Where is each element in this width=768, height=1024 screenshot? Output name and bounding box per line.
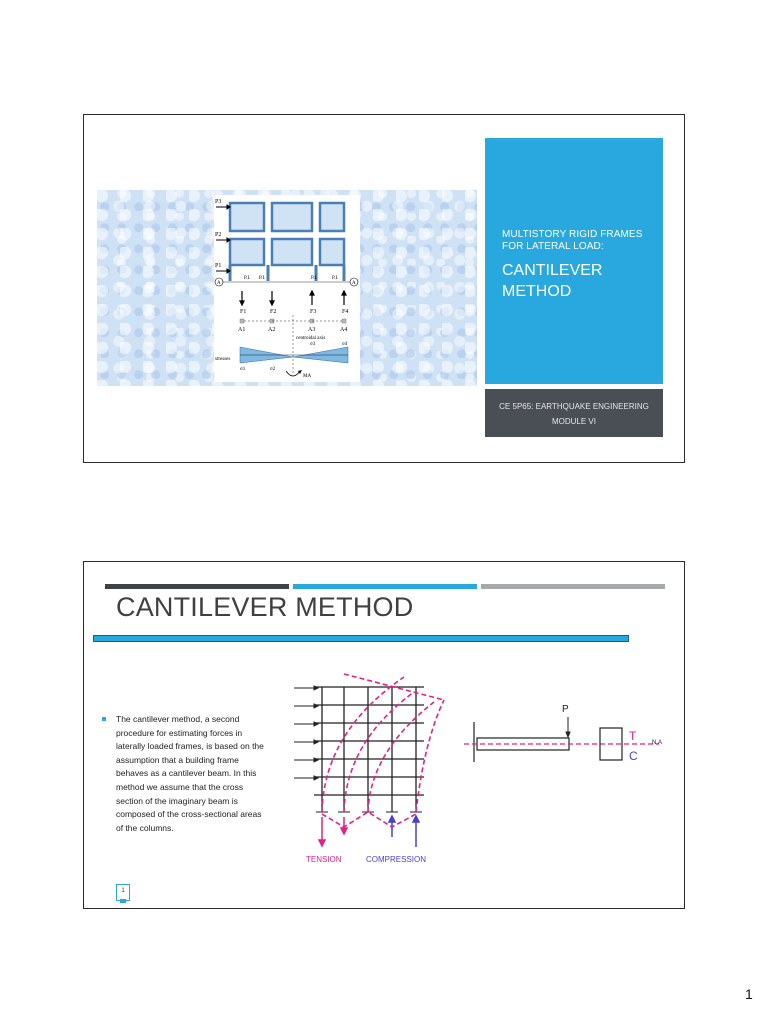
- area-label: A4: [340, 327, 348, 333]
- compression-mark: C: [629, 749, 638, 763]
- slide-subtitle: MULTISTORY RIGID FRAMES FOR LATERAL LOAD:: [502, 229, 643, 252]
- bullet-text: The cantilever method, a second procedure for estimating forces in laterally loaded frames, is based on the assumption that a building frame behaves as a cantilever beam. In this method we assume that the cross section of the imaginary beam is composed of the cross-sectional areas of the columns.: [116, 714, 264, 833]
- sigma-label: σ3: [310, 342, 316, 347]
- area-label: A3: [308, 327, 316, 333]
- compression-label: COMPRESSION: [366, 855, 427, 864]
- centroidal-axis-label: centroidal axis: [296, 336, 326, 341]
- rigid-frame-figure: [214, 195, 360, 382]
- neutral-axis-label: N.A: [652, 740, 663, 746]
- slide-title: [83, 114, 685, 463]
- load-label: P2: [215, 232, 222, 238]
- page-number: 1: [745, 986, 753, 1002]
- title-panel: [485, 138, 663, 384]
- bullet-icon: [102, 717, 106, 721]
- bullet-item: [102, 713, 267, 835]
- force-label: F3: [310, 309, 317, 315]
- module-name: MODULE VI: [551, 417, 596, 426]
- section-mark: A: [352, 281, 356, 286]
- load-label: P: [562, 704, 569, 715]
- slide-heading: CANTILEVER METHOD: [116, 592, 414, 622]
- slide-content: [83, 561, 685, 909]
- pi-label: P.I.: [259, 276, 266, 281]
- sigma-label: σ1: [240, 367, 246, 372]
- stresses-label: stresses: [215, 357, 231, 362]
- slide-title-text: CANTILEVER METHOD: [502, 262, 603, 300]
- area-label: A1: [238, 327, 246, 333]
- load-labels: [215, 199, 221, 269]
- force-label: F2: [270, 309, 277, 315]
- pi-label: P.I.: [311, 276, 318, 281]
- sigma-label: σ4: [342, 342, 348, 347]
- tension-label: TENSION: [306, 855, 342, 864]
- moment-label: MA: [303, 374, 312, 379]
- course-footer: [485, 389, 663, 437]
- area-label: A2: [268, 327, 276, 333]
- pi-label: P.I.: [244, 276, 251, 281]
- section-mark: A: [217, 281, 221, 286]
- cantilever-sketch: [284, 672, 669, 872]
- heading-rule: [93, 635, 629, 642]
- tension-mark: T: [629, 729, 637, 743]
- force-label: F4: [342, 309, 349, 315]
- sigma-label: σ2: [270, 367, 276, 372]
- decorative-bars: [105, 584, 665, 589]
- load-label: P1: [215, 263, 222, 269]
- pi-label: P.I.: [332, 276, 339, 281]
- bar-dark: [105, 584, 289, 589]
- bar-gray: [481, 584, 665, 589]
- slide-number-badge: 1: [116, 884, 130, 901]
- course-name: CE 5P65: EARTHQUAKE ENGINEERING: [499, 402, 649, 411]
- bar-blue: [293, 584, 477, 589]
- force-label: F1: [240, 309, 247, 315]
- load-label: P3: [215, 199, 222, 205]
